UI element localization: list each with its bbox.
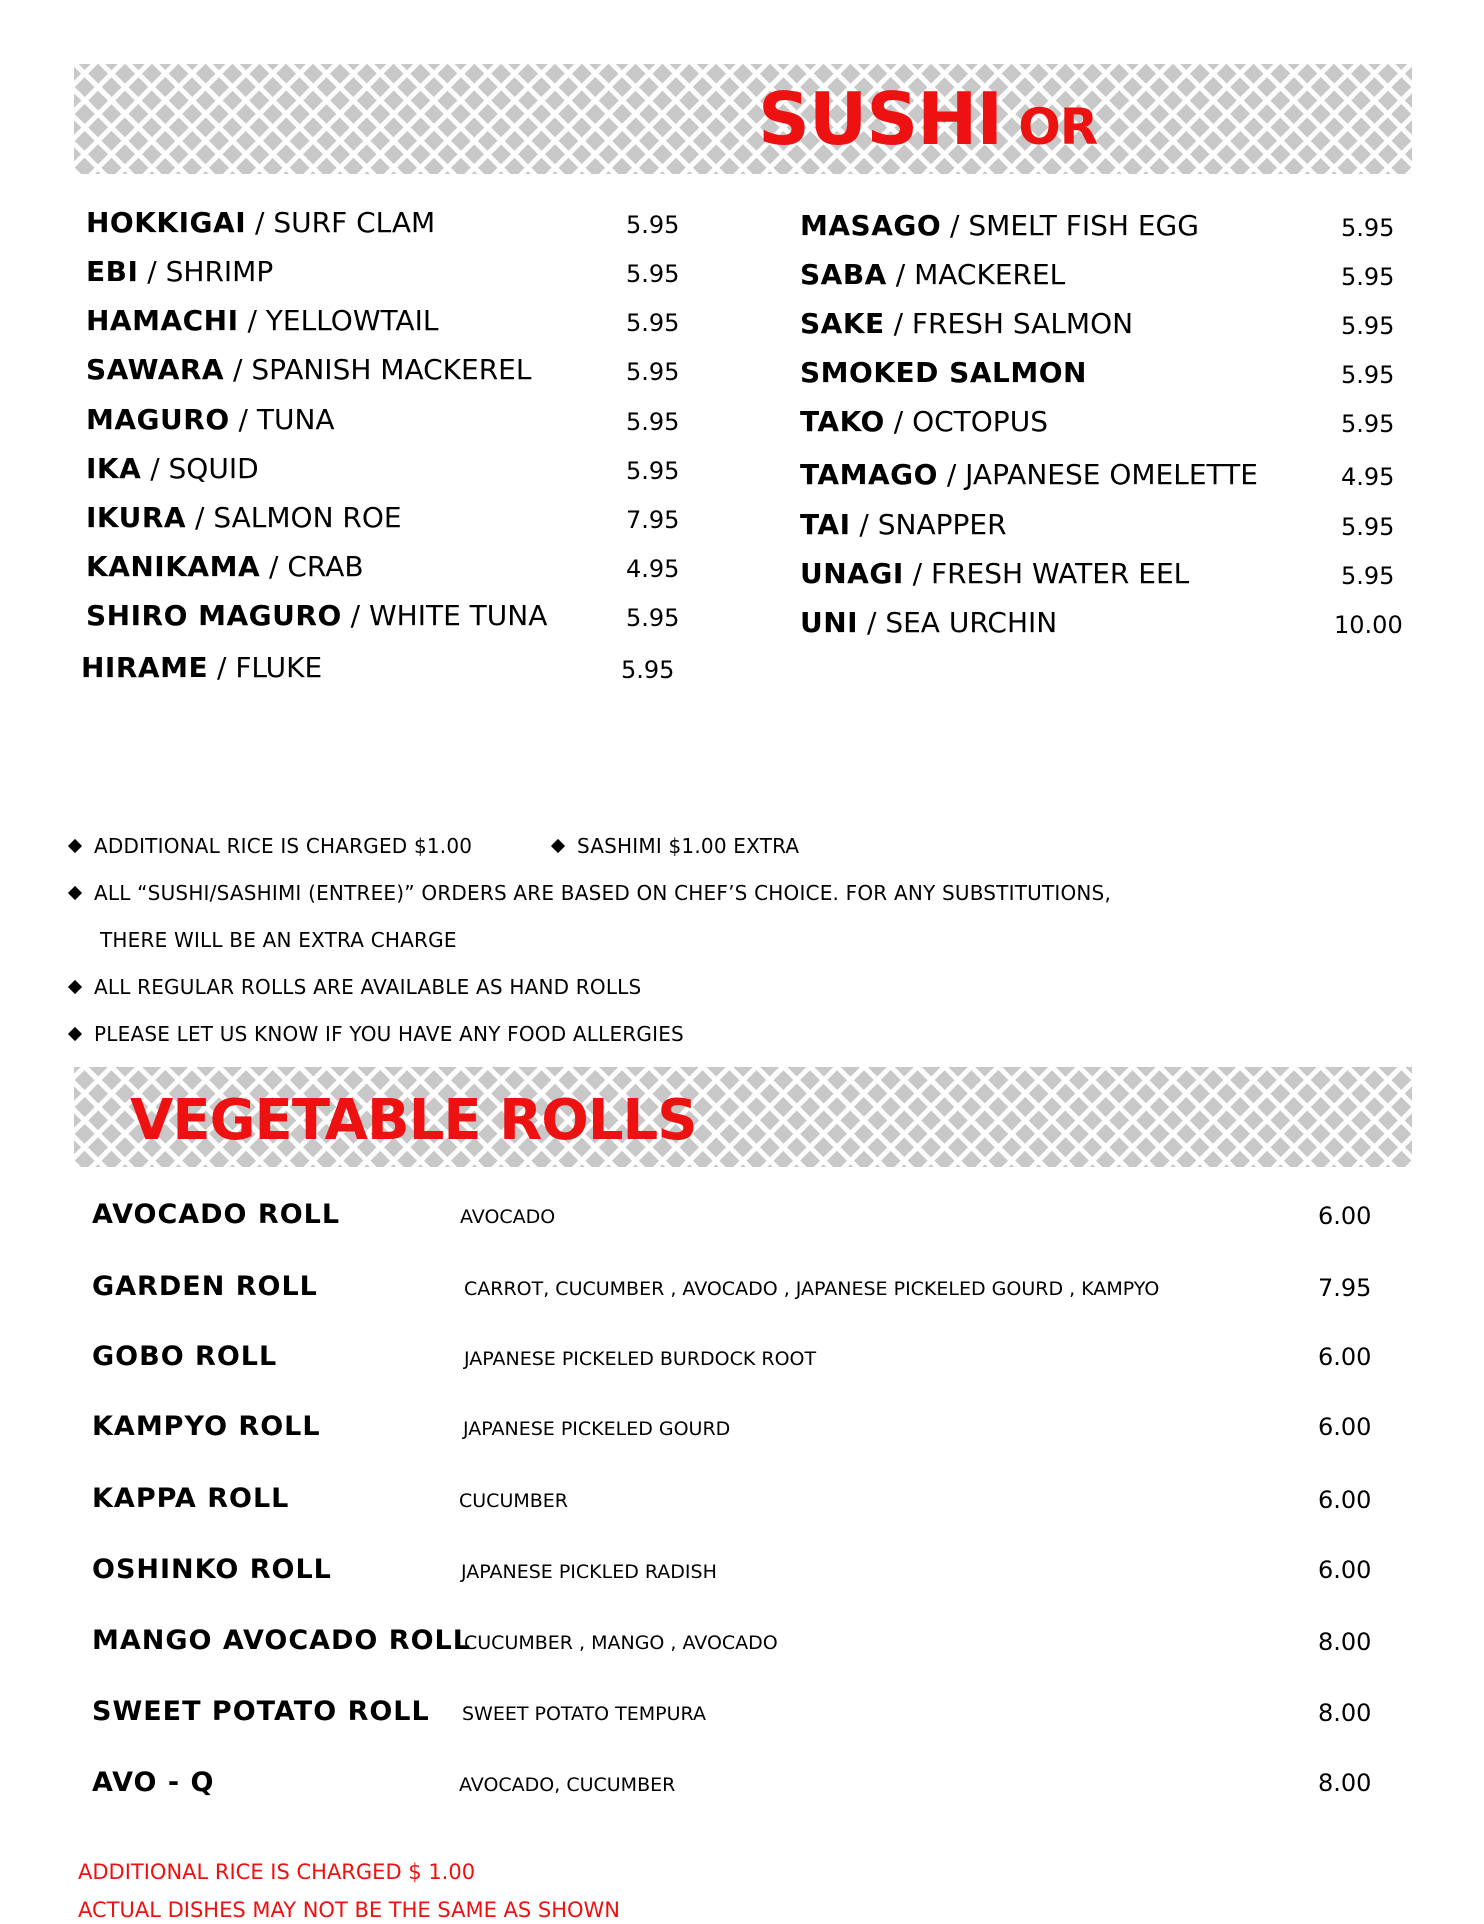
menu-item-price: 5.95 <box>1341 312 1395 340</box>
note-sashimi: SASHIMI $1.00 EXTRA <box>577 834 800 858</box>
roll-description: JAPANESE PICKLED RADISH <box>461 1561 717 1583</box>
menu-item-price: 5.95 <box>626 604 680 632</box>
menu-item-price: 5.95 <box>626 358 680 386</box>
roll-description: CARROT, CUCUMBER , AVOCADO , JAPANESE PICKELED GOURD , KAMPYO <box>464 1278 1160 1300</box>
menu-item: UNAGI / FRESH WATER EEL <box>800 557 1190 590</box>
menu-item-price: 5.95 <box>1341 263 1395 291</box>
menu-item-price: 5.95 <box>626 457 680 485</box>
sushi-banner <box>74 64 1412 174</box>
roll-description: JAPANESE PICKELED GOURD <box>463 1418 731 1440</box>
bullet-diamond-icon <box>68 886 82 900</box>
menu-item-price: 5.95 <box>1341 513 1395 541</box>
menu-item-price: 5.95 <box>1341 562 1395 590</box>
note-chef-choice-continued: THERE WILL BE AN EXTRA CHARGE <box>100 928 457 952</box>
roll-name: SWEET POTATO ROLL <box>92 1696 430 1727</box>
menu-item: KANIKAMA / CRAB <box>86 550 364 583</box>
roll-description: CUCUMBER <box>459 1490 568 1512</box>
footer-disclaimer: ACTUAL DISHES MAY NOT BE THE SAME AS SHOWN <box>78 1898 621 1922</box>
roll-description: JAPANESE PICKELED BURDOCK ROOT <box>464 1348 817 1370</box>
note-rice: ADDITIONAL RICE IS CHARGED $1.00 <box>94 834 473 858</box>
menu-item: TAMAGO / JAPANESE OMELETTE <box>800 458 1258 491</box>
roll-price: 6.00 <box>1318 1202 1372 1230</box>
roll-name: MANGO AVOCADO ROLL <box>92 1625 471 1656</box>
roll-name: KAMPYO ROLL <box>92 1411 321 1442</box>
roll-description: SWEET POTATO TEMPURA <box>462 1703 706 1725</box>
menu-item-price: 5.95 <box>626 309 680 337</box>
menu-item: HAMACHI / YELLOWTAIL <box>86 304 439 337</box>
menu-item-price: 10.00 <box>1334 611 1403 639</box>
roll-name: GARDEN ROLL <box>92 1271 318 1302</box>
menu-item-price: 5.95 <box>1341 214 1395 242</box>
menu-item: EBI / SHRIMP <box>86 255 274 288</box>
note-allergies: PLEASE LET US KNOW IF YOU HAVE ANY FOOD ALLERGIES <box>94 1022 684 1046</box>
roll-price: 8.00 <box>1318 1628 1372 1656</box>
bullet-diamond-icon <box>68 839 82 853</box>
menu-item-price: 5.95 <box>626 211 680 239</box>
menu-item: SMOKED SALMON <box>800 356 1087 389</box>
menu-item-price: 4.95 <box>626 555 680 583</box>
menu-item: SABA / MACKEREL <box>800 258 1066 291</box>
footer-rice-note: ADDITIONAL RICE IS CHARGED $ 1.00 <box>78 1860 476 1884</box>
menu-item-price: 5.95 <box>626 408 680 436</box>
note-chef-choice: ALL “SUSHI/SASHIMI (ENTREE)” ORDERS ARE BASED ON CHEF’S CHOICE. FOR ANY SUBSTITUTIONS, <box>94 881 1112 905</box>
roll-name: AVO - Q <box>92 1767 215 1798</box>
roll-description: CUCUMBER , MANGO , AVOCADO <box>464 1632 778 1654</box>
bullet-diamond-icon <box>68 980 82 994</box>
menu-item-price: 5.95 <box>626 260 680 288</box>
roll-name: KAPPA ROLL <box>92 1483 290 1514</box>
menu-item: MASAGO / SMELT FISH EGG <box>800 209 1199 242</box>
menu-item: SHIRO MAGURO / WHITE TUNA <box>86 599 548 632</box>
roll-price: 8.00 <box>1318 1699 1372 1727</box>
menu-item: IKA / SQUID <box>86 452 259 485</box>
sushi-section-title: SUSHI OR <box>758 77 1098 161</box>
roll-price: 6.00 <box>1318 1556 1372 1584</box>
roll-price: 6.00 <box>1318 1343 1372 1371</box>
menu-item-price: 4.95 <box>1341 463 1395 491</box>
bullet-diamond-icon <box>68 1027 82 1041</box>
menu-item: TAKO / OCTOPUS <box>800 405 1048 438</box>
roll-description: AVOCADO, CUCUMBER <box>459 1774 676 1796</box>
roll-name: OSHINKO ROLL <box>92 1554 332 1585</box>
menu-item-price: 5.95 <box>1341 410 1395 438</box>
menu-item: IKURA / SALMON ROE <box>86 501 402 534</box>
menu-item: HIRAME / FLUKE <box>81 651 323 684</box>
bullet-diamond-icon <box>551 839 565 853</box>
menu-item: SAWARA / SPANISH MACKEREL <box>86 353 532 386</box>
menu-item: MAGURO / TUNA <box>86 403 335 436</box>
roll-price: 8.00 <box>1318 1769 1372 1797</box>
menu-item-price: 7.95 <box>626 506 680 534</box>
menu-item-price: 5.95 <box>1341 361 1395 389</box>
roll-price: 7.95 <box>1318 1274 1372 1302</box>
roll-name: GOBO ROLL <box>92 1341 278 1372</box>
menu-item: UNI / SEA URCHIN <box>800 606 1058 639</box>
roll-price: 6.00 <box>1318 1413 1372 1441</box>
menu-item: TAI / SNAPPER <box>800 508 1007 541</box>
menu-item: HOKKIGAI / SURF CLAM <box>86 206 436 239</box>
vegetable-rolls-title: VEGETABLE ROLLS <box>130 1088 697 1153</box>
roll-description: AVOCADO <box>460 1206 556 1228</box>
roll-price: 6.00 <box>1318 1486 1372 1514</box>
roll-name: AVOCADO ROLL <box>92 1199 341 1230</box>
menu-item: SAKE / FRESH SALMON <box>800 307 1134 340</box>
note-hand-rolls: ALL REGULAR ROLLS ARE AVAILABLE AS HAND ROLLS <box>94 975 642 999</box>
menu-item-price: 5.95 <box>621 656 675 684</box>
